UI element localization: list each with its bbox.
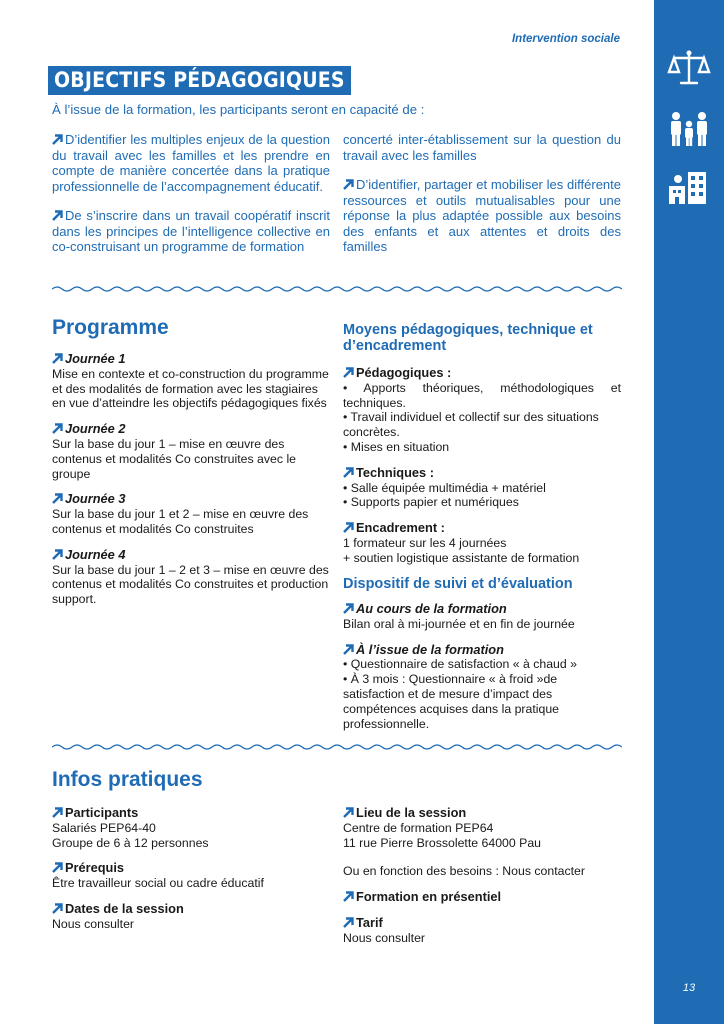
programme-day xyxy=(52,422,330,481)
arrow-icon xyxy=(52,134,63,145)
dispositif-group xyxy=(343,643,621,732)
info-block xyxy=(343,806,621,879)
moyens-group xyxy=(343,521,621,565)
day-text: Sur la base du jour 1 et 2 – mise en œuvre des contenus et modalités Co construites xyxy=(52,507,309,536)
objectives-left-column xyxy=(52,132,330,269)
objectives-right-column xyxy=(343,132,621,269)
objective-item xyxy=(52,132,330,194)
programme-day xyxy=(52,548,330,607)
arrow-icon xyxy=(343,467,354,478)
arrow-icon xyxy=(343,603,354,614)
info-line: Nous consulter xyxy=(343,930,426,945)
group-title: Au cours de la formation xyxy=(356,601,507,617)
day-text: Sur la base du jour 1 – 2 et 3 – mise en œuvre des contenus et modalités Co construites et production support. xyxy=(52,562,329,607)
info-block xyxy=(52,902,330,932)
group-title: À l’issue de la formation xyxy=(356,641,504,657)
moyens-title: Moyens pédagogiques, technique et d’encadrement xyxy=(343,322,593,354)
wave-divider xyxy=(52,285,622,293)
family-icon xyxy=(666,108,712,148)
moyens-list xyxy=(343,366,621,742)
arrow-icon xyxy=(343,807,354,818)
arrow-icon xyxy=(52,862,63,873)
info-line: Groupe de 6 à 12 personnes xyxy=(52,835,209,850)
arrow-icon xyxy=(343,644,354,655)
arrow-icon xyxy=(343,917,354,928)
day-title: Journée 2 xyxy=(65,421,126,437)
objective-item xyxy=(343,177,621,255)
group-line: 1 formateur sur les 4 journées xyxy=(343,535,507,550)
info-block xyxy=(343,916,621,946)
info-title: Lieu de la session xyxy=(356,805,467,820)
objective-text: D’identifier les multiples enjeux de la question du travail avec les familles et les prendre en compte de manière concertée dans la pratique professionnelle de l’accompagnement éducatif. xyxy=(52,132,330,194)
info-block xyxy=(52,861,330,891)
arrow-icon xyxy=(343,891,354,902)
moyens-group xyxy=(343,466,621,510)
programme-day xyxy=(52,352,330,411)
programme-day xyxy=(52,492,330,536)
day-text: Sur la base du jour 1 – mise en œuvre des contenus et modalités Co construites avec le groupe xyxy=(52,436,297,481)
arrow-icon xyxy=(52,423,63,434)
info-title: Prérequis xyxy=(65,860,125,876)
day-text: Mise en contexte et co-construction du programme et des modalités de formation avec les stagiaires en vue d’atteindre les objectifs pédagogiques fixés xyxy=(52,366,329,411)
info-line: Centre de formation PEP64 xyxy=(343,820,494,835)
group-line: • Questionnaire de satisfaction « à chaud » xyxy=(343,657,577,672)
arrow-icon xyxy=(52,353,63,364)
info-line: 11 rue Pierre Brossolette 64000 Pau xyxy=(343,835,542,850)
info-line: Salariés PEP64-40 xyxy=(52,820,156,835)
dispositif-title: Dispositif de suivi et d’évaluation xyxy=(343,575,573,592)
info-title: Formation en présentiel xyxy=(356,889,502,905)
arrow-icon xyxy=(52,903,63,914)
objectives-intro: À l’issue de la formation, les participants seront en capacité de : xyxy=(52,102,425,117)
wave-divider xyxy=(52,743,622,751)
group-line: • Supports papier et numériques xyxy=(343,495,519,510)
objective-text: D’identifier, partager et mobiliser les différente ressources et outils mutualisables pour une réponse la plus adaptée possible aux besoins des enfants et aux attentes et droits des familles xyxy=(343,177,621,254)
dispositif-group xyxy=(343,602,621,632)
arrow-icon xyxy=(52,549,63,560)
arrow-icon xyxy=(343,179,354,190)
info-line: Ou en fonction des besoins : Nous contacter xyxy=(343,864,585,879)
moyens-group xyxy=(343,366,621,455)
buildings-icon xyxy=(666,168,712,208)
objectives-title: OBJECTIFS PÉDAGOGIQUES xyxy=(48,66,351,95)
arrow-icon xyxy=(52,493,63,504)
scales-icon xyxy=(666,48,712,88)
group-line: + soutien logistique assistante de formation xyxy=(343,550,580,565)
group-line: Bilan oral à mi-journée et en fin de journée xyxy=(343,616,575,631)
info-block xyxy=(343,890,621,905)
group-line: • Apports théoriques, méthodologiques et techniques. xyxy=(343,380,621,410)
group-title: Pédagogiques : xyxy=(356,365,452,380)
objective-continuation: concerté inter-établissement sur la question du travail avec les familles xyxy=(343,132,621,163)
spacer xyxy=(343,850,621,864)
objective-item xyxy=(52,208,330,255)
day-title: Journée 3 xyxy=(65,491,126,507)
programme-title: Programme xyxy=(52,316,169,339)
day-title: Journée 1 xyxy=(65,351,126,366)
arrow-icon xyxy=(52,807,63,818)
infos-left xyxy=(52,806,330,943)
objective-text: De s’inscrire dans un travail coopératif inscrit dans les principes de l’intelligence collective en co-construisant un programme de formation xyxy=(52,208,330,254)
group-line: • Salle équipée multimédia + matériel xyxy=(343,480,546,495)
arrow-icon xyxy=(343,367,354,378)
page-number: 13 xyxy=(682,982,696,994)
infos-right xyxy=(343,806,621,957)
day-title: Journée 4 xyxy=(65,546,126,562)
infos-title: Infos pratiques xyxy=(52,768,203,791)
info-title: Tarif xyxy=(356,914,383,930)
sidebar xyxy=(654,0,724,1024)
group-line: • Travail individuel et collectif sur des situations concrètes. xyxy=(343,410,599,440)
group-title: Techniques : xyxy=(356,464,434,480)
info-block xyxy=(52,806,330,850)
programme-list xyxy=(52,352,330,618)
info-title: Participants xyxy=(65,805,139,820)
info-line: Nous consulter xyxy=(52,916,135,931)
group-line: • Mises en situation xyxy=(343,439,450,454)
arrow-icon xyxy=(52,210,63,221)
group-line: • À 3 mois : Questionnaire « à froid »de satisfaction et de mesure d’impact des compétences acquises dans la pratique professionnelle. xyxy=(343,672,560,731)
info-line: Être travailleur social ou cadre éducatif xyxy=(52,876,264,891)
group-title: Encadrement : xyxy=(356,520,445,536)
info-title: Dates de la session xyxy=(65,900,184,916)
header-tag: Intervention sociale xyxy=(511,33,620,45)
arrow-icon xyxy=(343,522,354,533)
